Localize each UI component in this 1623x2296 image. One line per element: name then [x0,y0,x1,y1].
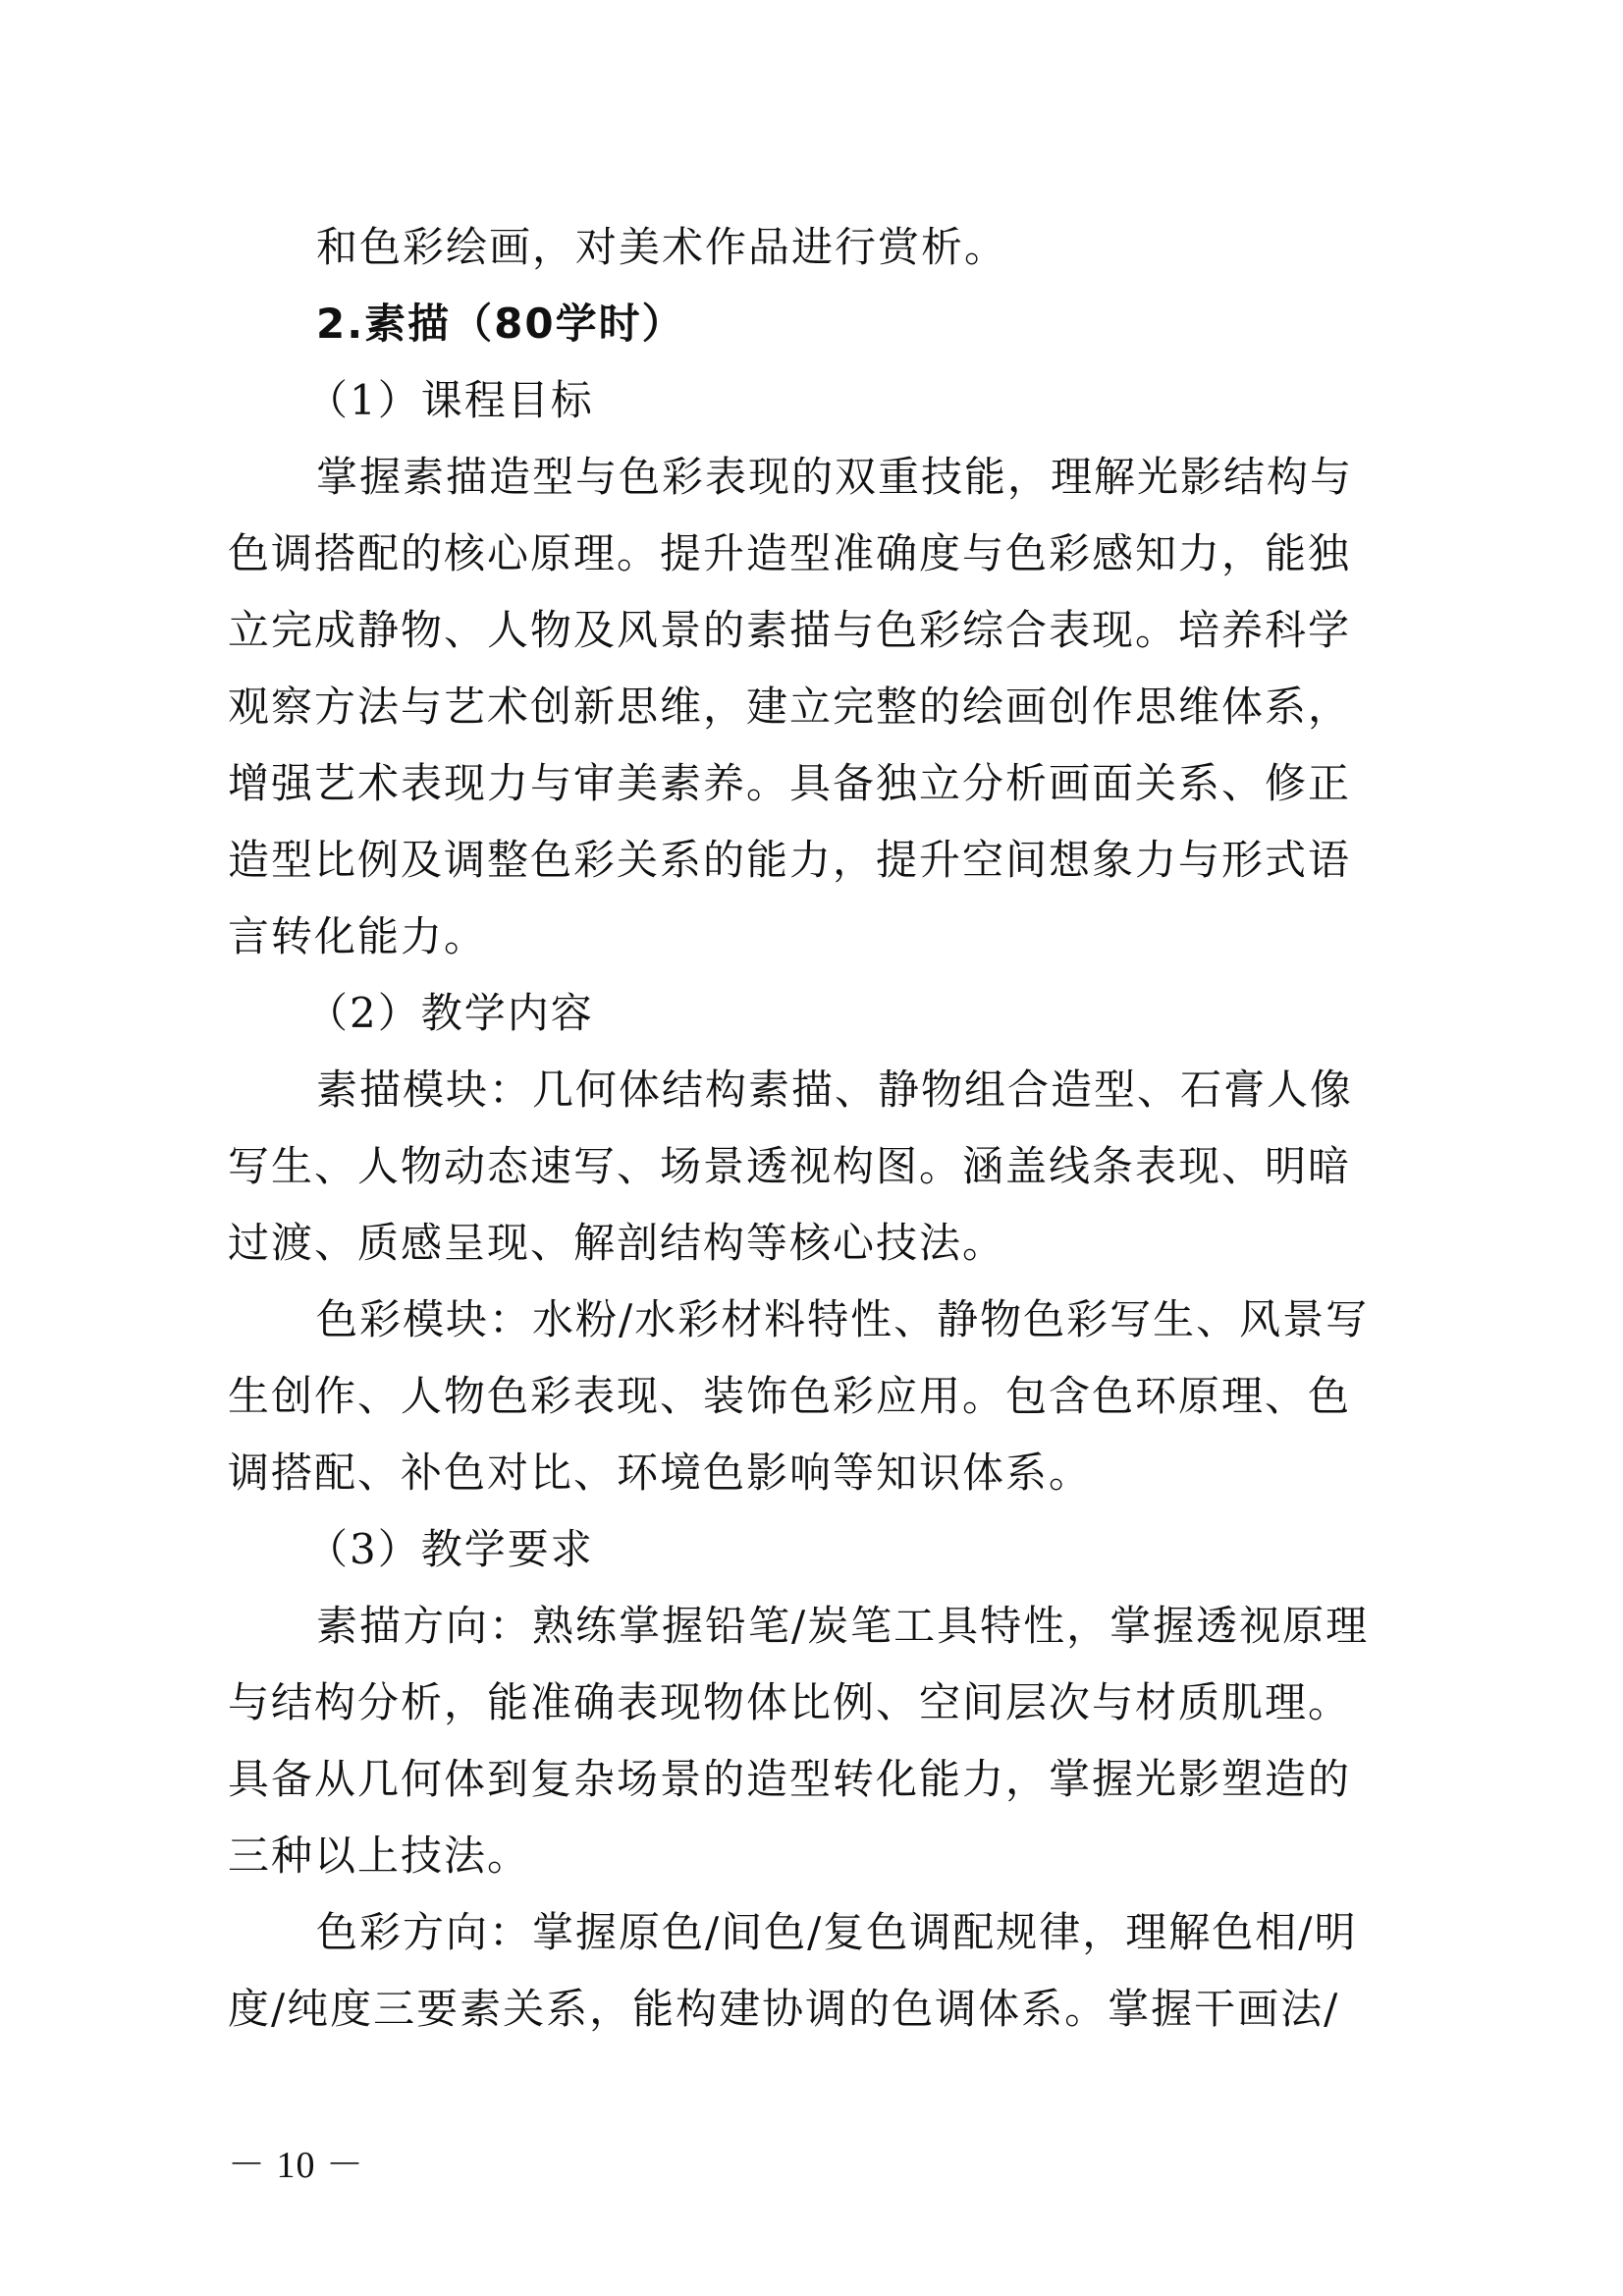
paragraph-sketch-module-line: 素描模块：几何体结构素描、静物组合造型、石膏人像 [316,1066,1354,1114]
paragraph-color-module-line: 生创作、人物色彩表现、装饰色彩应用。包含色环原理、色 [228,1372,1352,1420]
paragraph-goals-line: 言转化能力。 [228,912,488,960]
subsection-heading-goals: （1）课程目标 [306,376,594,424]
document-body [228,209,1377,2048]
paragraph-color-module-line: 色彩模块：水粉/水彩材料特性、静物色彩写生、风景写 [316,1295,1370,1343]
page-number: － 10 － [228,2145,365,2186]
paragraph-goals-line: 增强艺术表现力与审美素养。具备独立分析画面关系、修正 [228,759,1352,807]
paragraph-goals-line: 观察方法与艺术创新思维，建立完整的绘画创作思维体系， [228,683,1352,731]
paragraph-goals-line: 立完成静物、人物及风景的素描与色彩综合表现。培养科学 [228,606,1352,654]
paragraph-sketch-direction-line: 具备从几何体到复杂场景的造型转化能力，掌握光影塑造的 [228,1755,1352,1803]
paragraph-goals-line: 色调搭配的核心原理。提升造型准确度与色彩感知力，能独 [228,529,1352,577]
section-heading: 2.素描（80学时） [316,300,685,348]
paragraph-sketch-module-line: 过渡、质感呈现、解剖结构等核心技法。 [228,1219,1006,1267]
subsection-heading-requirements: （3）教学要求 [306,1525,594,1573]
paragraph-sketch-module-line: 写生、人物动态速写、场景透视构图。涵盖线条表现、明暗 [228,1142,1352,1190]
paragraph-sketch-direction-line: 三种以上技法。 [228,1831,531,1880]
subsection-heading-content: （2）教学内容 [306,989,594,1037]
text-line-continuation: 和色彩绘画，对美术作品进行赏析。 [316,223,1008,271]
paragraph-goals-line: 掌握素描造型与色彩表现的双重技能，理解光影结构与 [316,453,1354,501]
paragraph-color-direction-line: 度/纯度三要素关系，能构建协调的色调体系。掌握干画法/ [228,1985,1340,2033]
paragraph-color-module-line: 调搭配、补色对比、环境色影响等知识体系。 [228,1449,1093,1497]
paragraph-sketch-direction-line: 素描方向：熟练掌握铅笔/炭笔工具特性，掌握透视原理 [316,1602,1370,1650]
paragraph-color-direction-line: 色彩方向：掌握原色/间色/复色调配规律，理解色相/明 [316,1908,1358,1956]
paragraph-sketch-direction-line: 与结构分析，能准确表现物体比例、空间层次与材质肌理。 [228,1678,1352,1726]
paragraph-goals-line: 造型比例及调整色彩关系的能力，提升空间想象力与形式语 [228,836,1352,884]
